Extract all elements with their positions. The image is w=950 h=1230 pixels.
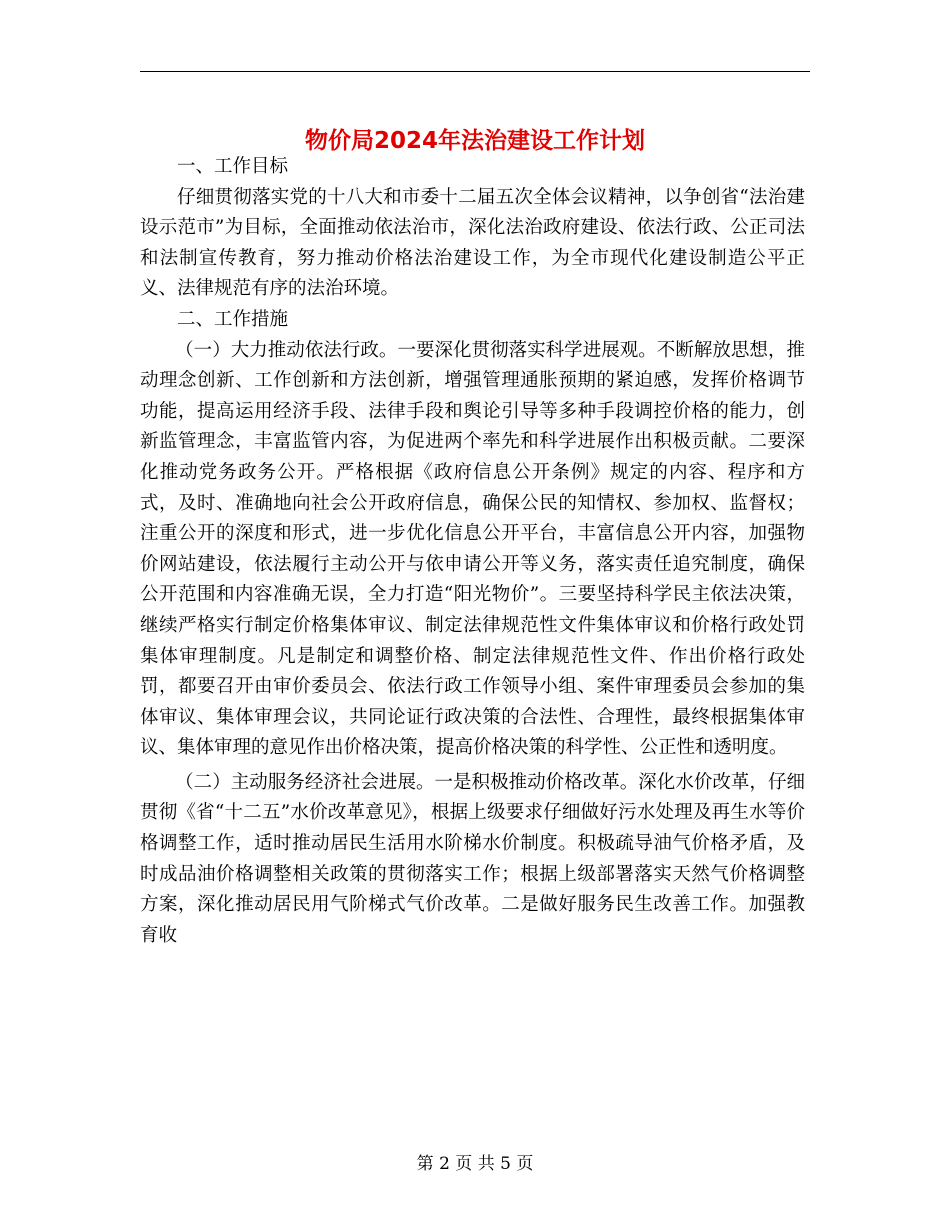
page-footer: 第 2 页 共 5 页 (416, 1154, 534, 1174)
paragraph-measure-1: （一）大力推动依法行政。一要深化贯彻落实科学进展观。不断解放思想，推动理念创新、工作创新和方法创新，增强管理通胀预期的紧迫感，发挥价格调节功能，提高运用经济手段、法律手段和舆论引导等多种手段调控价格的能力，创新监管理念，丰富监管内容，为促进两个率先和科学进展作出积极贡献。二要深化推动党务政务公开。严格根据《政府信息公开条例》规定的内容、程序和方式，及时、准确地向社会公开政府信息，确保公民的知情权、参加权、监督权；注重公开的深度和形式，进一步优化信息公开平台，丰富信息公开内容，加强物价网站建设，依法履行主动公开与依申请公开等义务，落实责任追究制度，确保公开范围和内容准确无误，全力打造“阳光物价”。三要坚持科学民主依法决策，继续严格实行制定价格集体审议、制定法律规范性文件集体审议和价格行政处罚集体审理制度。凡是制定和调整价格、制定法律规范性文件、作出价格行政处罚，都要召开由审价委员会、依法行政工作领导小组、案件审理委员会参加的集体审议、集体审理会议，共同论证行政决策的合法性、合理性，最终根据集体审议、集体审理的意见作出价格决策，提高价格决策的科学性、公正性和透明度。 (140, 339, 805, 759)
document-body (140, 152, 805, 951)
header-rule (140, 71, 810, 72)
paragraph-goals: 仔细贯彻落实党的十八大和市委十二届五次全体会议精神，以争创省“法治建设示范市”为目标，全面推动依法治市，深化法治政府建设、依法行政、公正司法和法制宣传教育，努力推动价格法治建设工作，为全市现代化建设制造公平正义、法律规范有序的法治环境。 (140, 186, 805, 300)
section-heading-goals: 一、工作目标 (177, 156, 289, 177)
section-heading-measures: 二、工作措施 (177, 308, 289, 330)
document-title: 物价局2024年法治建设工作计划 (304, 128, 645, 155)
paragraph-measure-2: （二）主动服务经济社会进展。一是积极推动价格改革。深化水价改革，仔细贯彻《省“十二五”水价改革意见》，根据上级要求仔细做好污水处理及再生水等价格调整工作，适时推动居民生活用水阶梯水价制度。积极疏导油气价格矛盾，及时成品油价格调整相关政策的贯彻落实工作；根据上级部署落实天然气价格调整方案，深化推动居民用气阶梯式气价改革。二是做好服务民生改善工作。加强教育收 (140, 771, 805, 946)
